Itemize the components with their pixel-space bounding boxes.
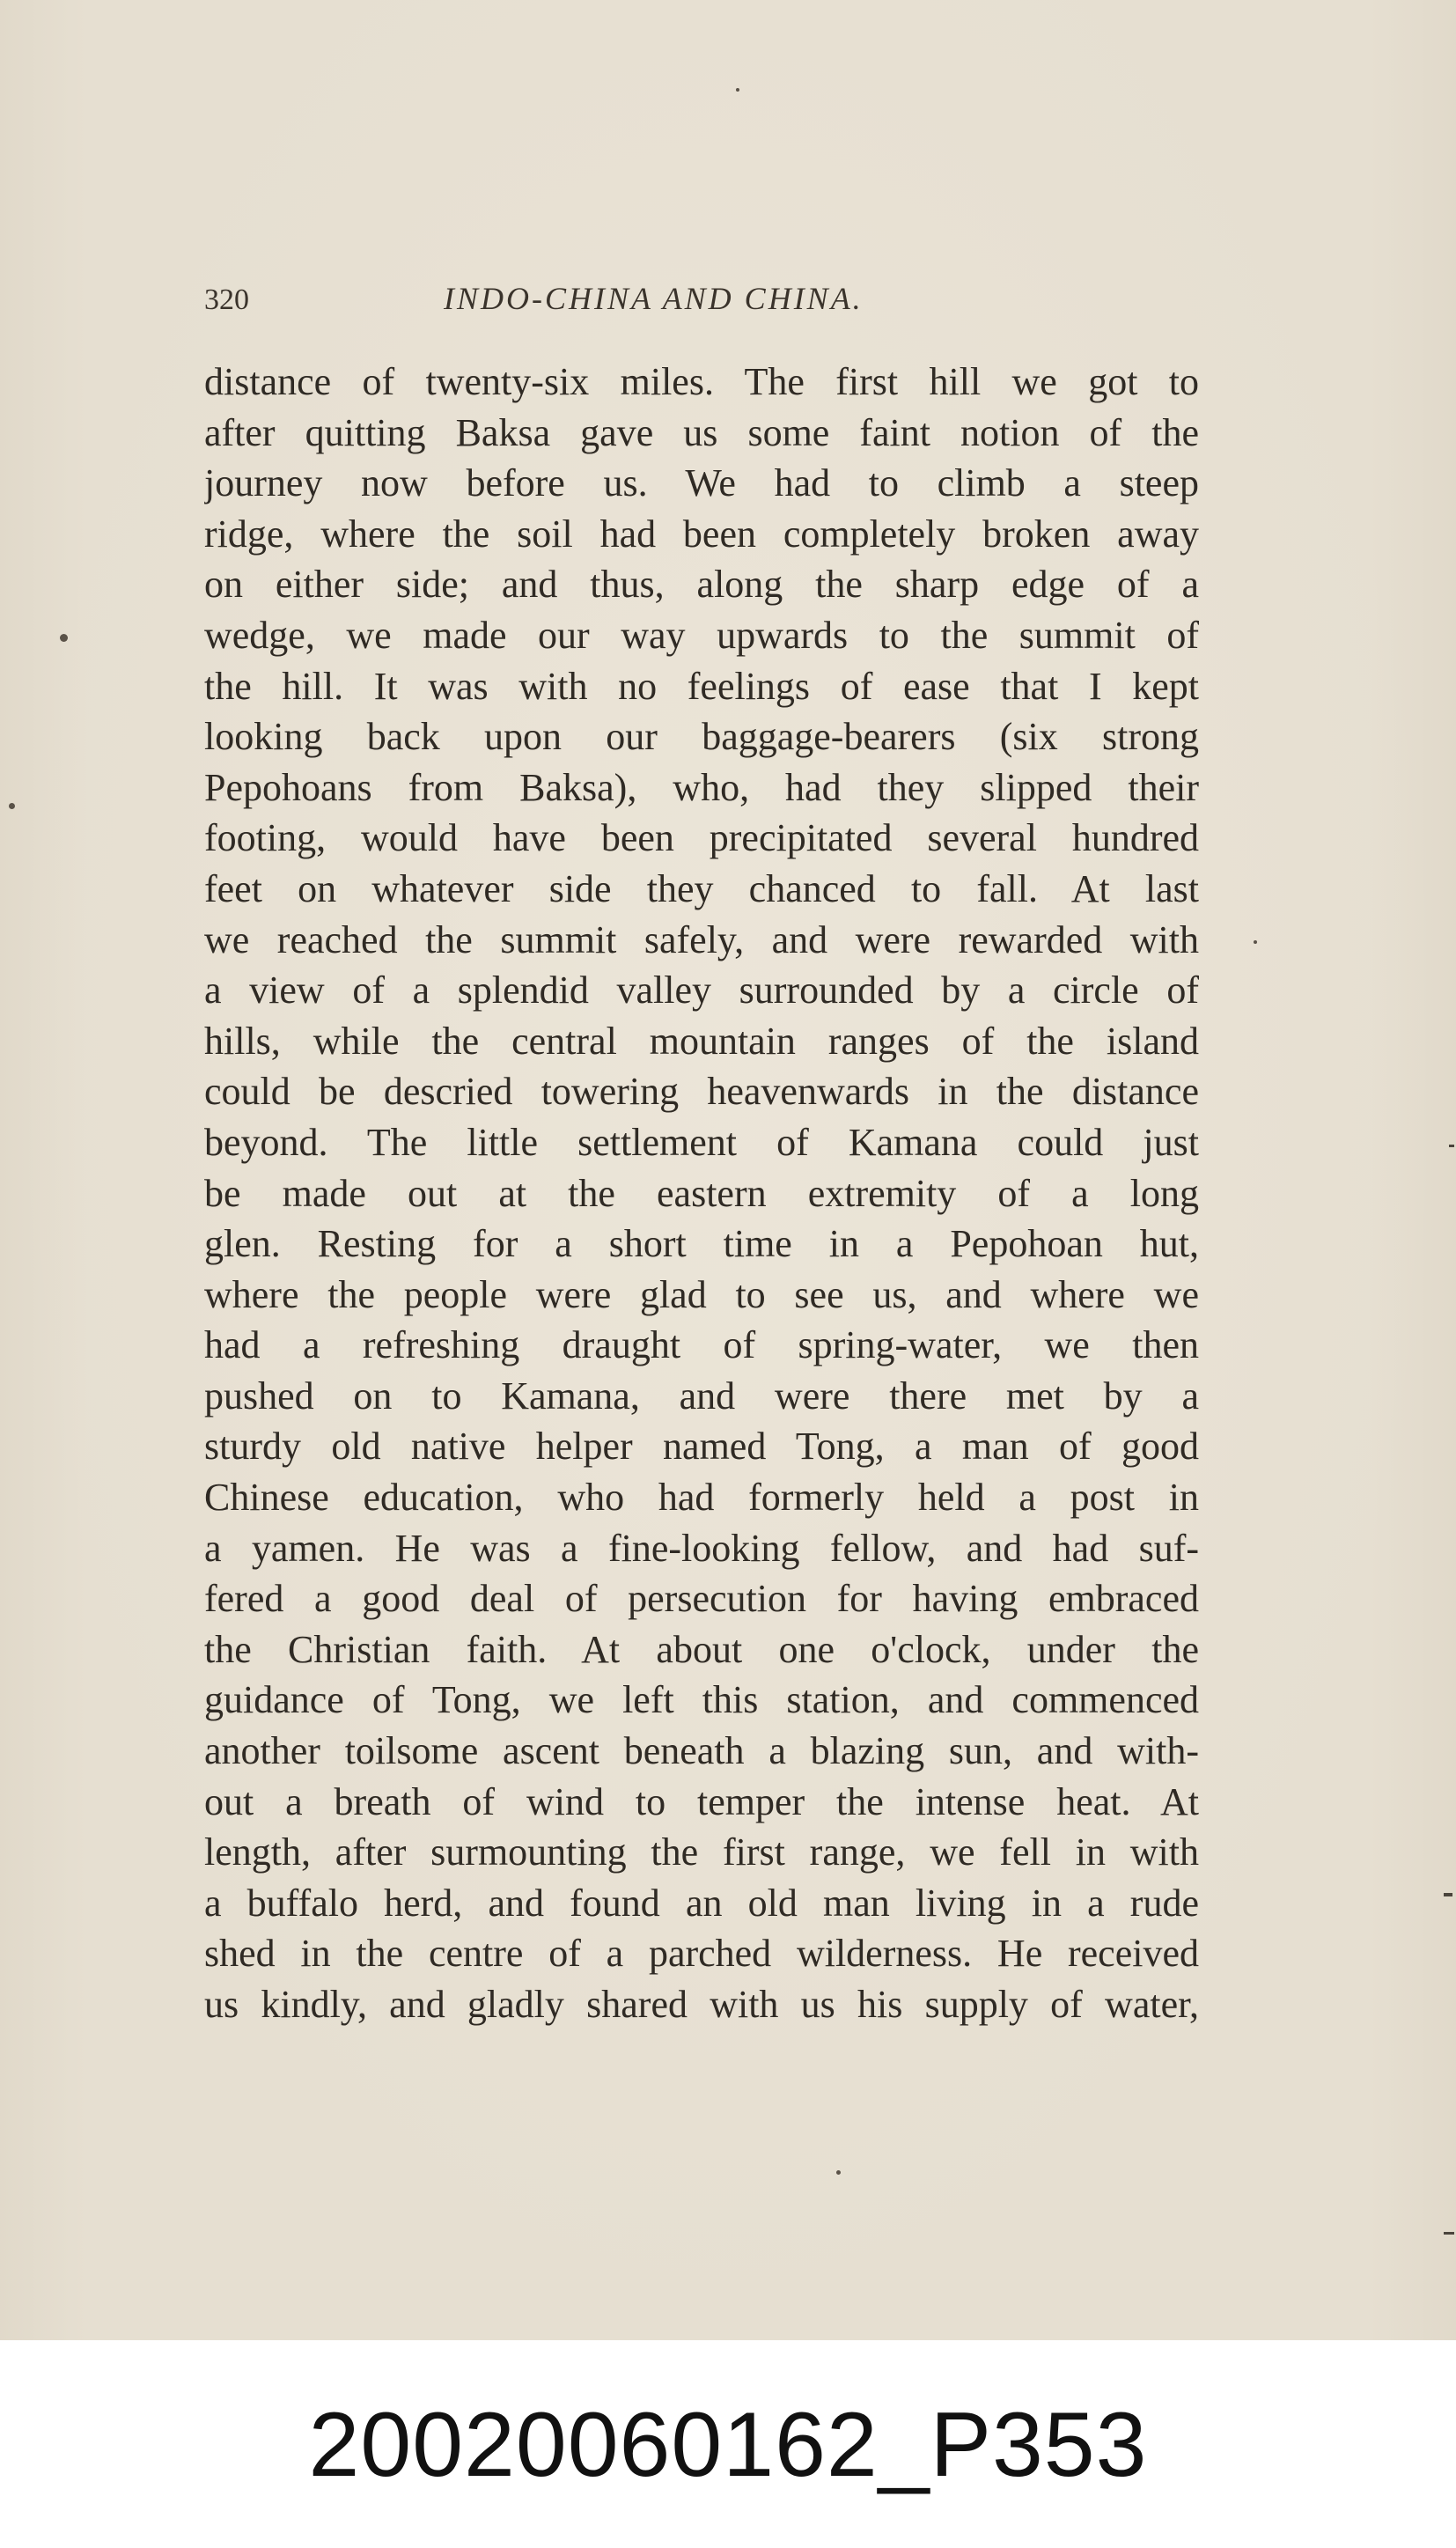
paper-speck (836, 2170, 841, 2175)
text-line: length, after surmounting the first range, we fell in with (204, 1830, 1199, 1874)
paper-speck (60, 634, 68, 642)
text-line: a view of a splendid valley surrounded by a circle of (204, 968, 1199, 1013)
paper-speck (1254, 940, 1257, 944)
text-line: had a refreshing draught of spring-water, we then (204, 1323, 1199, 1367)
text-line: out a breath of wind to temper the intense heat. At (204, 1779, 1199, 1823)
scan-identifier: 20020060162_P353 (308, 2394, 1148, 2496)
text-line: the Christian faith. At about one o'clock, under the (204, 1627, 1199, 1671)
edge-mark (1444, 1893, 1452, 1896)
page-header (204, 280, 1199, 324)
running-title: INDO-CHINA AND CHINA. (444, 281, 864, 316)
text-line: glen. Resting for a short time in a Pepohoan hut, (204, 1222, 1199, 1266)
text-line: be made out at the eastern extremity of a long (204, 1171, 1199, 1215)
page-number: 320 (204, 284, 249, 316)
text-line: hills, while the central mountain ranges of the island (204, 1019, 1199, 1063)
paper-speck (736, 88, 739, 92)
text-line: us kindly, and gladly shared with us his supply of water, (204, 1983, 1199, 2026)
text-line: shed in the centre of a parched wilderness. He received (204, 1932, 1199, 1976)
text-line: journey now before us. We had to climb a steep (204, 461, 1199, 505)
edge-mark (1449, 1145, 1454, 1147)
text-line: after quitting Baksa gave us some faint notion of the (204, 410, 1199, 454)
text-line: could be descried towering heavenwards in the distance (204, 1070, 1199, 1114)
text-line: fered a good deal of persecution for having embraced (204, 1577, 1199, 1621)
text-line: a yamen. He was a fine-looking fellow, and had suf- (204, 1526, 1199, 1570)
text-line: another toilsome ascent beneath a blazing sun, and with- (204, 1729, 1199, 1773)
text-line: a buffalo herd, and found an old man living in a rude (204, 1881, 1199, 1925)
text-line: ridge, where the soil had been completely broken away (204, 512, 1199, 556)
text-line: sturdy old native helper named Tong, a man of good (204, 1425, 1199, 1469)
text-line: pushed on to Kamana, and were there met by a (204, 1373, 1199, 1418)
text-line: where the people were glad to see us, and where we (204, 1272, 1199, 1316)
text-line: Chinese education, who had formerly held a post in (204, 1476, 1199, 1520)
text-line: beyond. The little settlement of Kamana could just (204, 1120, 1199, 1164)
text-line: footing, would have been precipitated several hundred (204, 816, 1199, 860)
text-line: distance of twenty-six miles. The first hill we got to (204, 360, 1199, 403)
text-line: the hill. It was with no feelings of ease that I kept (204, 664, 1199, 708)
paper-speck (9, 803, 15, 809)
text-line: on either side; and thus, along the sharp edge of a (204, 563, 1199, 607)
text-line: Pepohoans from Baksa), who, had they slipped their (204, 765, 1199, 809)
edge-mark (1444, 2232, 1454, 2235)
text-line: guidance of Tong, we left this station, and commenced (204, 1678, 1199, 1722)
text-line: wedge, we made our way upwards to the summit of (204, 613, 1199, 657)
text-line: looking back upon our baggage-bearers (six strong (204, 715, 1199, 759)
text-line: feet on whatever side they chanced to fall. At last (204, 866, 1199, 910)
body-text (204, 357, 1199, 2030)
caption-area (0, 2340, 1456, 2548)
text-line: we reached the summit safely, and were rewarded with (204, 917, 1199, 961)
